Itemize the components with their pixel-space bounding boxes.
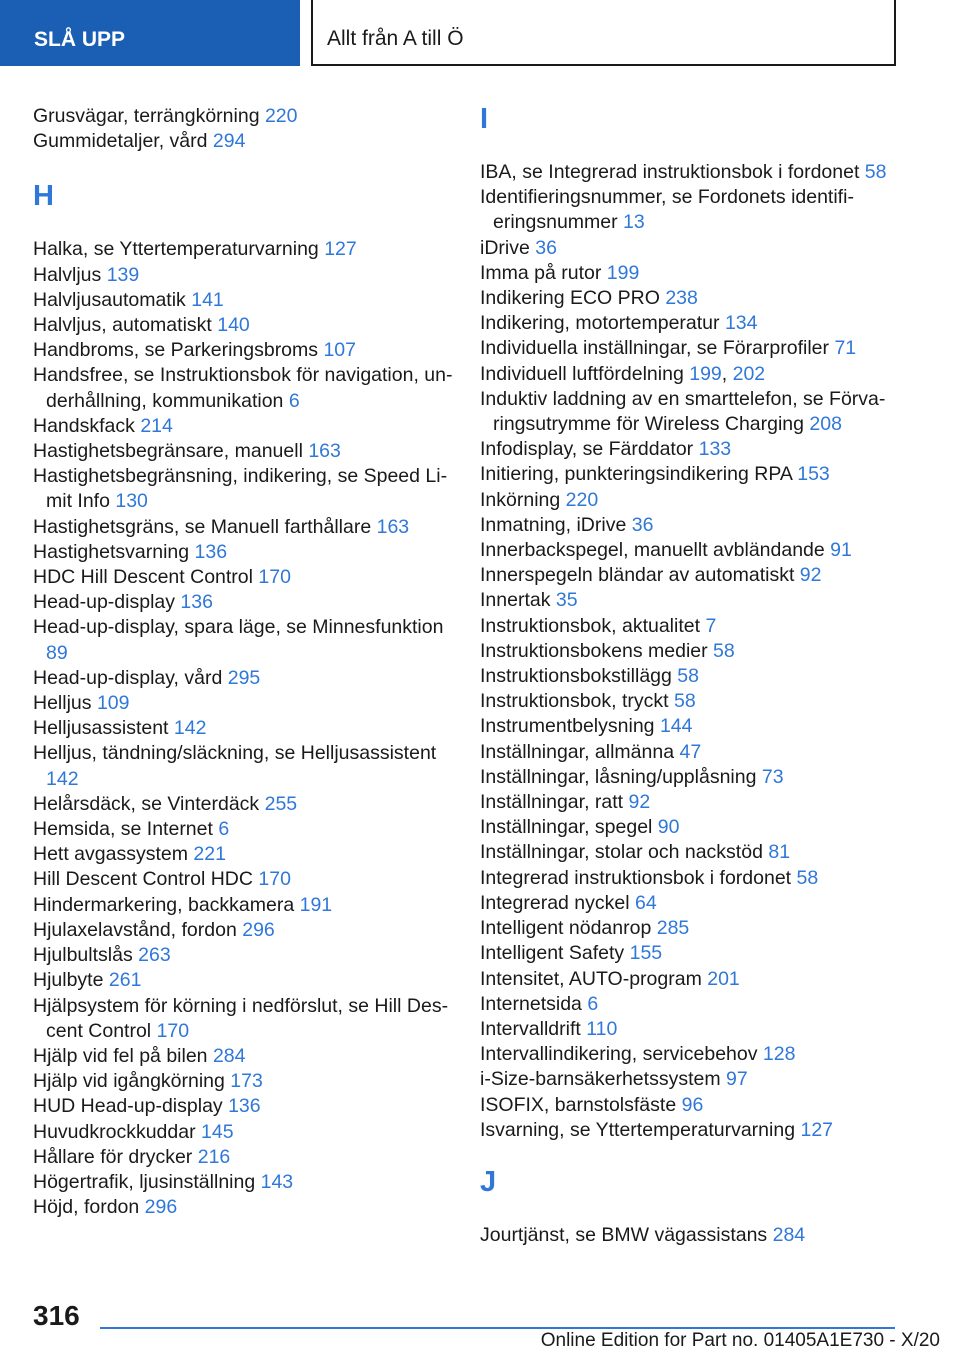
index-entry-label: Instruktionsbokstillägg: [480, 665, 678, 688]
index-entry: [33, 1069, 453, 1094]
index-entry: [480, 538, 900, 563]
index-entry: [33, 741, 453, 791]
index-entry-label: Halka, se Yttertemperaturvarning: [33, 238, 325, 261]
index-entry-label: Inkörning: [480, 488, 566, 511]
index-entry: [33, 842, 453, 867]
index-entry: [33, 867, 453, 892]
index-entry: [480, 160, 900, 185]
index-entry-label: Internetsida: [480, 992, 588, 1015]
index-entry-label: Integrerad instruktionsbok i fordonet: [480, 866, 797, 889]
page-link[interactable]: 294: [212, 130, 246, 153]
page-link[interactable]: 6: [218, 818, 230, 841]
index-entry-label: Innerspegeln bländar av automatiskt: [480, 564, 800, 587]
index-entry: [480, 588, 900, 613]
page-link[interactable]: 136: [180, 591, 213, 614]
index-entry-label: Instruktionsbok, tryckt: [480, 690, 674, 713]
index-entry-label: Integrerad nyckel: [480, 891, 636, 914]
index-entry-label: i-Size-barnsäkerhetssystem: [480, 1068, 726, 1091]
index-entry: [480, 488, 900, 513]
index-entry-label: IBA, se Integrerad instruktionsbok i fordonet: [480, 161, 865, 183]
index-entry: [33, 1145, 453, 1170]
page-link[interactable]: 127: [324, 238, 357, 261]
page-link[interactable]: 6: [587, 992, 599, 1015]
index-entry-label: Isvarning, se Yttertemperaturvarning: [480, 1118, 801, 1141]
index-entry: [33, 918, 453, 943]
page-link[interactable]: 90: [657, 816, 680, 839]
page-link[interactable]: 295: [227, 666, 261, 689]
index-entry: [33, 540, 453, 565]
index-entry: [33, 237, 453, 262]
page-link[interactable]: 136: [228, 1095, 261, 1118]
page-link[interactable]: 199: [689, 362, 722, 385]
index-entry-label: Halvljus: [33, 263, 107, 286]
page-link[interactable]: 170: [258, 868, 291, 891]
page-link[interactable]: 96: [681, 1093, 704, 1116]
index-entry: [33, 1120, 453, 1145]
index-entry: [480, 261, 900, 286]
index-entry: [480, 614, 900, 639]
index-entry: [480, 967, 900, 992]
index-entry-label: Handsfree, se Instruktionsbok för navigation, underhållning, kommunikation: [33, 364, 453, 412]
page-number: 316: [33, 1300, 80, 1331]
index-entry-label: Hett avgassystem: [33, 843, 194, 866]
index-entry-label: Imma på rutor: [480, 261, 607, 284]
index-entry-label: Infodisplay, se Färddator: [480, 438, 699, 461]
index-entry: [33, 666, 453, 691]
index-entry-label: Indikering ECO PRO: [480, 287, 666, 310]
page-link[interactable]: 92: [799, 564, 822, 587]
index-entry: [480, 437, 900, 462]
page-link[interactable]: 109: [96, 692, 130, 715]
index-entry-label: HDC Hill Descent Control: [33, 566, 259, 589]
page-link[interactable]: 140: [217, 314, 250, 337]
page-link[interactable]: 73: [761, 765, 784, 788]
index-entry-label: Head-up-display, spara läge, se Minnesfunktion: [33, 616, 444, 639]
page-link[interactable]: 110: [586, 1017, 618, 1040]
page-link[interactable]: 58: [864, 161, 887, 183]
index-entry: [480, 1042, 900, 1067]
index-entry: [33, 1094, 453, 1119]
index-entry-label: Intervallindikering, servicebehov: [480, 1043, 763, 1066]
page-link[interactable]: 64: [635, 891, 657, 914]
index-entry-label: Högertrafik, ljusinställning: [33, 1170, 261, 1193]
page-link[interactable]: 263: [138, 944, 171, 967]
index-entry: [480, 790, 900, 815]
page-link[interactable]: 145: [201, 1120, 234, 1143]
page-link[interactable]: 35: [555, 589, 578, 612]
index-entry: [480, 740, 900, 765]
footer-divider: [100, 1327, 895, 1329]
index-entry-label: Hastighetsbegränsare, manuell: [33, 440, 309, 463]
index-entry-label: Induktiv laddning av en smarttelefon, se Förvaringsutrymme för Wireless Charging: [480, 387, 886, 436]
index-entry: [480, 689, 900, 714]
index-entry-label: Intervalldrift: [480, 1017, 587, 1040]
page-link[interactable]: 142: [173, 717, 207, 740]
index-entry: [480, 815, 900, 840]
page-link[interactable]: 58: [673, 690, 696, 713]
page-link[interactable]: 139: [106, 263, 140, 286]
page-link[interactable]: 127: [800, 1118, 834, 1141]
index-entry: [480, 1118, 900, 1143]
index-entry-label: Hjälpsystem för körning i nedförslut, se Hill Descent Control: [33, 994, 449, 1042]
index-entry-label: Inmatning, iDrive: [480, 513, 632, 536]
index-entry-label: Innertak: [480, 589, 556, 612]
index-entry-label: Indikering, motortemperatur: [480, 312, 725, 335]
index-entry: [480, 1093, 900, 1118]
page-link[interactable]: 296: [144, 1196, 178, 1219]
index-entry-label: Grusvägar, terrängkörning: [33, 105, 265, 127]
index-entry-label: Inställningar, ratt: [480, 791, 629, 814]
index-entry: [480, 1223, 900, 1248]
page-link[interactable]: 143: [260, 1170, 294, 1193]
index-entry-label: Helårsdäck, se Vinterdäck: [33, 792, 265, 815]
page-link[interactable]: 58: [713, 639, 735, 662]
page-link[interactable]: 284: [772, 1223, 806, 1246]
page-link[interactable]: 58: [796, 866, 819, 889]
index-entry: [33, 338, 453, 363]
index-entry: [480, 185, 900, 235]
page-link[interactable]: 97: [726, 1068, 748, 1091]
index-entry-label: Jourtjänst, se BMW vägassistans: [480, 1223, 773, 1246]
page-link[interactable]: 91: [830, 539, 852, 562]
page-link[interactable]: 81: [768, 841, 791, 864]
index-entry: Individuell luftfördelning 199, 202: [480, 362, 766, 385]
header-bar: [0, 0, 960, 66]
index-entry-label: Handskfack: [33, 414, 141, 437]
index-entry-label: Instrumentbelysning: [480, 715, 660, 738]
page-link[interactable]: 261: [108, 969, 142, 992]
page-link[interactable]: 13: [623, 211, 645, 234]
index-entry-label: Halvljus, automatiskt: [33, 314, 218, 337]
index-entry-label: Intensitet, AUTO-program: [480, 967, 708, 990]
index-entry: [480, 563, 900, 588]
edition-footer: Online Edition for Part no. 01405A1E730 - X/20: [540, 1330, 940, 1351]
page-link[interactable]: 201: [707, 967, 740, 990]
index-entry-label: Intelligent nödanrop: [480, 917, 657, 940]
index-entry: [480, 916, 900, 941]
index-entry-label: Hastighetsgräns, se Manuell farthållare: [33, 515, 377, 538]
index-entry: [33, 615, 453, 665]
index-entry: [480, 336, 900, 361]
section-letter: J: [480, 1165, 497, 1198]
index-entry-label: Hindermarkering, backkamera: [33, 893, 300, 916]
index-entry-label: Huvudkrockkuddar: [33, 1120, 201, 1143]
index-entry-label: Handbroms, se Parkeringsbroms: [33, 339, 324, 362]
index-entry: [33, 414, 453, 439]
index-entry: [480, 891, 900, 916]
index-entry-label: ISOFIX, barnstolsfäste: [480, 1093, 682, 1116]
page-link[interactable]: 58: [677, 665, 699, 688]
index-entry: [480, 664, 900, 689]
index-entry: [33, 943, 453, 968]
index-entry: [480, 765, 900, 790]
index-entry: [33, 1044, 453, 1069]
index-entry: [33, 994, 453, 1044]
page-link[interactable]: 173: [230, 1070, 263, 1093]
index-entry: [33, 893, 453, 918]
page-link[interactable]: 170: [156, 1019, 190, 1042]
index-entry: [480, 462, 900, 487]
index-entry-label: Hemsida, se Internet: [33, 818, 219, 841]
page-link[interactable]: 284: [212, 1044, 246, 1067]
page-link[interactable]: 163: [308, 440, 341, 463]
index-entry: [33, 129, 453, 154]
index-entry-label: Inställningar, spegel: [480, 816, 658, 839]
index-entry-label: Inställningar, stolar och nackstöd: [480, 841, 769, 864]
index-entry-label: Inställningar, låsning/upplåsning: [480, 765, 762, 788]
index-entry: [480, 387, 900, 437]
page-link[interactable]: 238: [665, 287, 698, 310]
index-entry-label: Gummidetaljer, vård: [33, 130, 213, 153]
index-entry-label: Intelligent Safety: [480, 942, 630, 965]
index-entry: [480, 236, 900, 261]
index-entry: [33, 313, 453, 338]
index-entry-label: Höjd, fordon: [33, 1196, 145, 1219]
index-entry: [480, 941, 900, 966]
page-link[interactable]: 153: [797, 463, 830, 486]
page-link[interactable]: 6: [288, 389, 300, 412]
index-entry: [33, 590, 453, 615]
index-entry: [480, 840, 900, 865]
index-entry-label: Hastighetsvarning: [33, 540, 195, 563]
index-entry: [33, 565, 453, 590]
page-link[interactable]: 142: [46, 767, 79, 790]
index-entry: [480, 286, 900, 311]
page-link[interactable]: 220: [264, 105, 298, 127]
index-entry: [33, 792, 453, 817]
page-link[interactable]: 191: [299, 893, 333, 916]
page-link[interactable]: 214: [140, 414, 173, 437]
page-link[interactable]: 136: [194, 540, 228, 563]
page-link[interactable]: 92: [628, 791, 651, 814]
index-entry-label: Halvljusautomatik: [33, 288, 192, 311]
index-entry-label: Instruktionsbok, aktualitet: [480, 614, 706, 637]
index-entry: [33, 104, 453, 129]
index-entry: [480, 866, 900, 891]
page-link[interactable]: 71: [834, 337, 857, 360]
index-entry: [480, 714, 900, 739]
index-entry: [33, 363, 453, 413]
page-link[interactable]: 36: [631, 513, 654, 536]
index-entry: [33, 464, 453, 514]
index-entry-label: Hjulaxelavstånd, fordon: [33, 918, 243, 941]
lookup-tab[interactable]: SLÅ UPP: [0, 0, 300, 66]
index-column-right: [480, 104, 900, 1248]
index-entry-label: Hjälp vid igångkörning: [33, 1070, 231, 1093]
index-entry-label: Identifieringsnummer, se Fordonets identifieringsnummer: [480, 186, 854, 234]
page-link[interactable]: 128: [762, 1043, 796, 1066]
page-link[interactable]: 285: [656, 917, 690, 940]
index-entry-label: Helljus, tändning/släckning, se Helljusassistent: [33, 742, 437, 765]
page-link[interactable]: 163: [376, 515, 410, 538]
index-entry: [480, 513, 900, 538]
index-entry-label: Initiering, punkteringsindikering RPA: [480, 463, 798, 486]
index-entry-label: Individuella inställningar, se Förarprofiler: [480, 337, 835, 360]
index-entry-label: Innerbackspegel, manuellt avbländande: [480, 539, 831, 562]
page-link[interactable]: 255: [264, 792, 298, 815]
page-link[interactable]: 47: [679, 740, 702, 763]
index-entry: [480, 992, 900, 1017]
index-entry-label: Head-up-display: [33, 591, 181, 614]
page-link[interactable]: 216: [197, 1145, 231, 1168]
page-link[interactable]: 134: [724, 312, 758, 335]
index-entry: [480, 1017, 900, 1042]
index-entry-label: Hållare för drycker: [33, 1145, 198, 1168]
page-link[interactable]: 36: [535, 236, 557, 259]
index-entry: [33, 716, 453, 741]
page-link[interactable]: 130: [115, 490, 148, 513]
page-link[interactable]: 155: [629, 942, 663, 965]
page-link[interactable]: 141: [191, 288, 224, 311]
index-entry: [33, 1195, 453, 1220]
page-link[interactable]: 202: [732, 362, 766, 385]
index-entry-label: Hjulbultslås: [33, 944, 139, 967]
page-link[interactable]: 107: [323, 339, 356, 362]
index-entry-label: Individuell luftfördelning: [480, 362, 690, 385]
index-column-left: [33, 104, 453, 1220]
index-entry: [33, 817, 453, 842]
page-link[interactable]: 296: [242, 918, 275, 941]
index-entry-label: Hjälp vid fel på bilen: [33, 1044, 213, 1067]
index-entry-label: Head-up-display, vård: [33, 666, 228, 689]
page-link[interactable]: 221: [193, 843, 226, 866]
index-entry-label: HUD Head-up-display: [33, 1095, 229, 1118]
index-entry: [33, 515, 453, 540]
page-link[interactable]: 133: [698, 438, 732, 461]
page-link[interactable]: 89: [46, 641, 68, 664]
index-entry: [33, 691, 453, 716]
index-entry-label: iDrive: [480, 236, 536, 259]
page-link[interactable]: 220: [565, 488, 599, 511]
section-letter: H: [33, 180, 54, 213]
section-letter: I: [480, 103, 489, 135]
page-link[interactable]: 144: [659, 715, 693, 738]
index-entry-label: Inställningar, allmänna: [480, 740, 680, 763]
page-link[interactable]: 199: [606, 261, 640, 284]
index-entry-label: Hjulbyte: [33, 969, 109, 992]
index-entry-label: Helljus: [33, 692, 97, 715]
index-entry: [480, 1067, 900, 1092]
index-entry: [33, 288, 453, 313]
page-link[interactable]: 7: [705, 614, 717, 637]
page-link[interactable]: 170: [258, 566, 291, 589]
page-title: Allt från A till Ö: [311, 0, 896, 66]
index-entry: [33, 1170, 453, 1195]
index-entry-label: Hill Descent Control HDC: [33, 868, 259, 891]
index-entry: [33, 968, 453, 993]
index-entry-label: Instruktionsbokens medier: [480, 639, 714, 662]
index-entry: [480, 639, 900, 664]
index-entry-label: Helljusassistent: [33, 717, 174, 740]
index-entry: [33, 439, 453, 464]
index-entry: [480, 311, 900, 336]
index-entry: [33, 263, 453, 288]
index-entry-label: Hastighetsbegränsning, indikering, se Speed Limit Info: [33, 465, 448, 513]
page-link[interactable]: 208: [809, 413, 842, 436]
